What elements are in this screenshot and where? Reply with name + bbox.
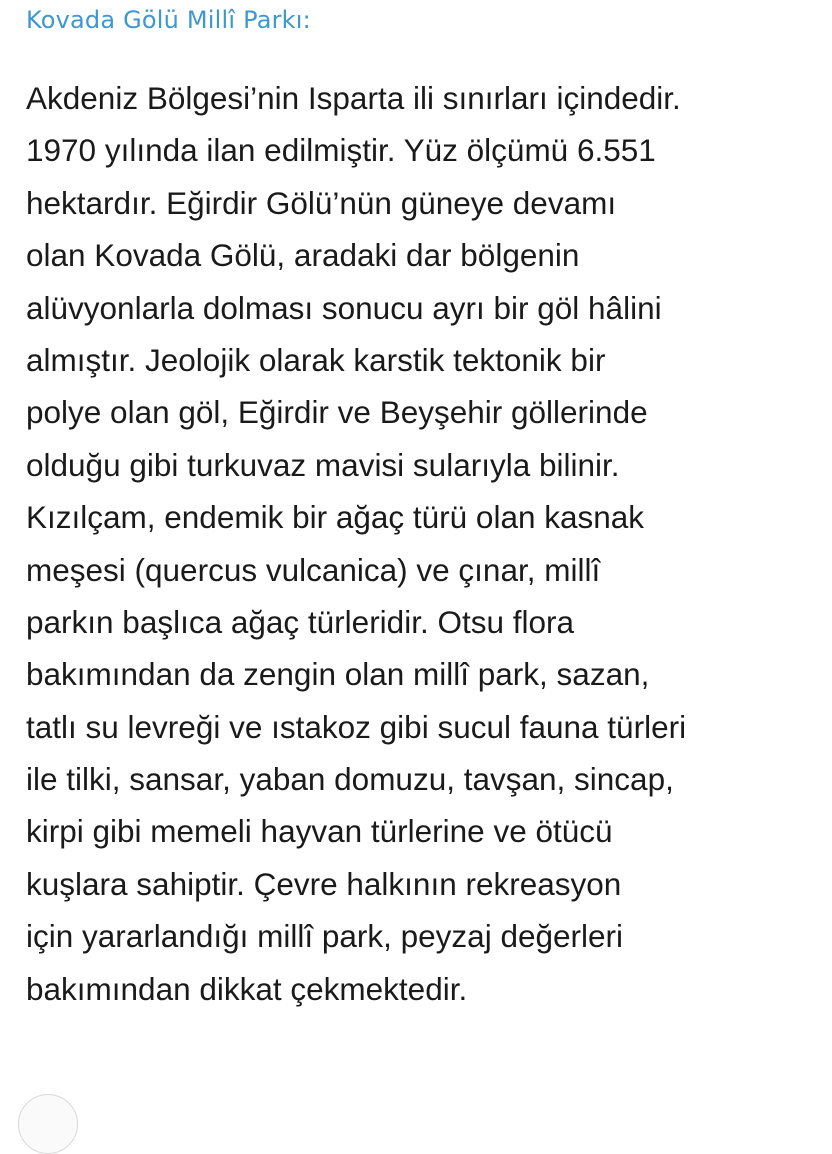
paragraph-line: polye olan göl, Eğirdir ve Beyşehir göllerinde	[26, 394, 648, 431]
section-heading: Kovada Gölü Millî Parkı:	[26, 6, 311, 34]
paragraph-line: kirpi gibi memeli hayvan türlerine ve ötücü	[26, 813, 613, 850]
paragraph-line: ile tilki, sansar, yaban domuzu, tavşan, sincap,	[26, 761, 674, 798]
paragraph-line: alüvyonlarla dolması sonucu ayrı bir göl hâlini	[26, 289, 662, 326]
paragraph-line: Kızılçam, endemik bir ağaç türü olan kasnak	[26, 499, 645, 536]
paragraph-line: bakımından dikkat çekmektedir.	[26, 970, 468, 1007]
paragraph-line: olduğu gibi turkuvaz mavisi sularıyla bilinir.	[26, 446, 620, 483]
paragraph-line: olan Kovada Gölü, aradaki dar bölgenin	[26, 237, 580, 274]
paragraph-line: tatlı su levreği ve ıstakoz gibi sucul fauna türleri	[26, 708, 687, 745]
partial-round-button[interactable]	[18, 1094, 78, 1154]
paragraph-line: almıştır. Jeolojik olarak karstik tektonik bir	[26, 341, 606, 378]
paragraph	[26, 72, 826, 1015]
paragraph-line: parkın başlıca ağaç türleridir. Otsu flora	[26, 603, 575, 640]
paragraph-line: 1970 yılında ilan edilmiştir. Yüz ölçümü 6.551	[26, 132, 656, 169]
paragraph-line: hektardır. Eğirdir Gölü’nün güneye devamı	[26, 184, 617, 221]
paragraph-line: meşesi (quercus vulcanica) ve çınar, millî	[26, 551, 601, 588]
paragraph-line: kuşlara sahiptir. Çevre halkının rekreasyon	[26, 865, 622, 902]
paragraph-line: Akdeniz Bölgesi’nin Isparta ili sınırları içindedir.	[26, 80, 681, 116]
paragraph-line: için yararlandığı millî park, peyzaj değerleri	[26, 918, 624, 955]
paragraph-line: bakımından da zengin olan millî park, sazan,	[26, 656, 650, 693]
